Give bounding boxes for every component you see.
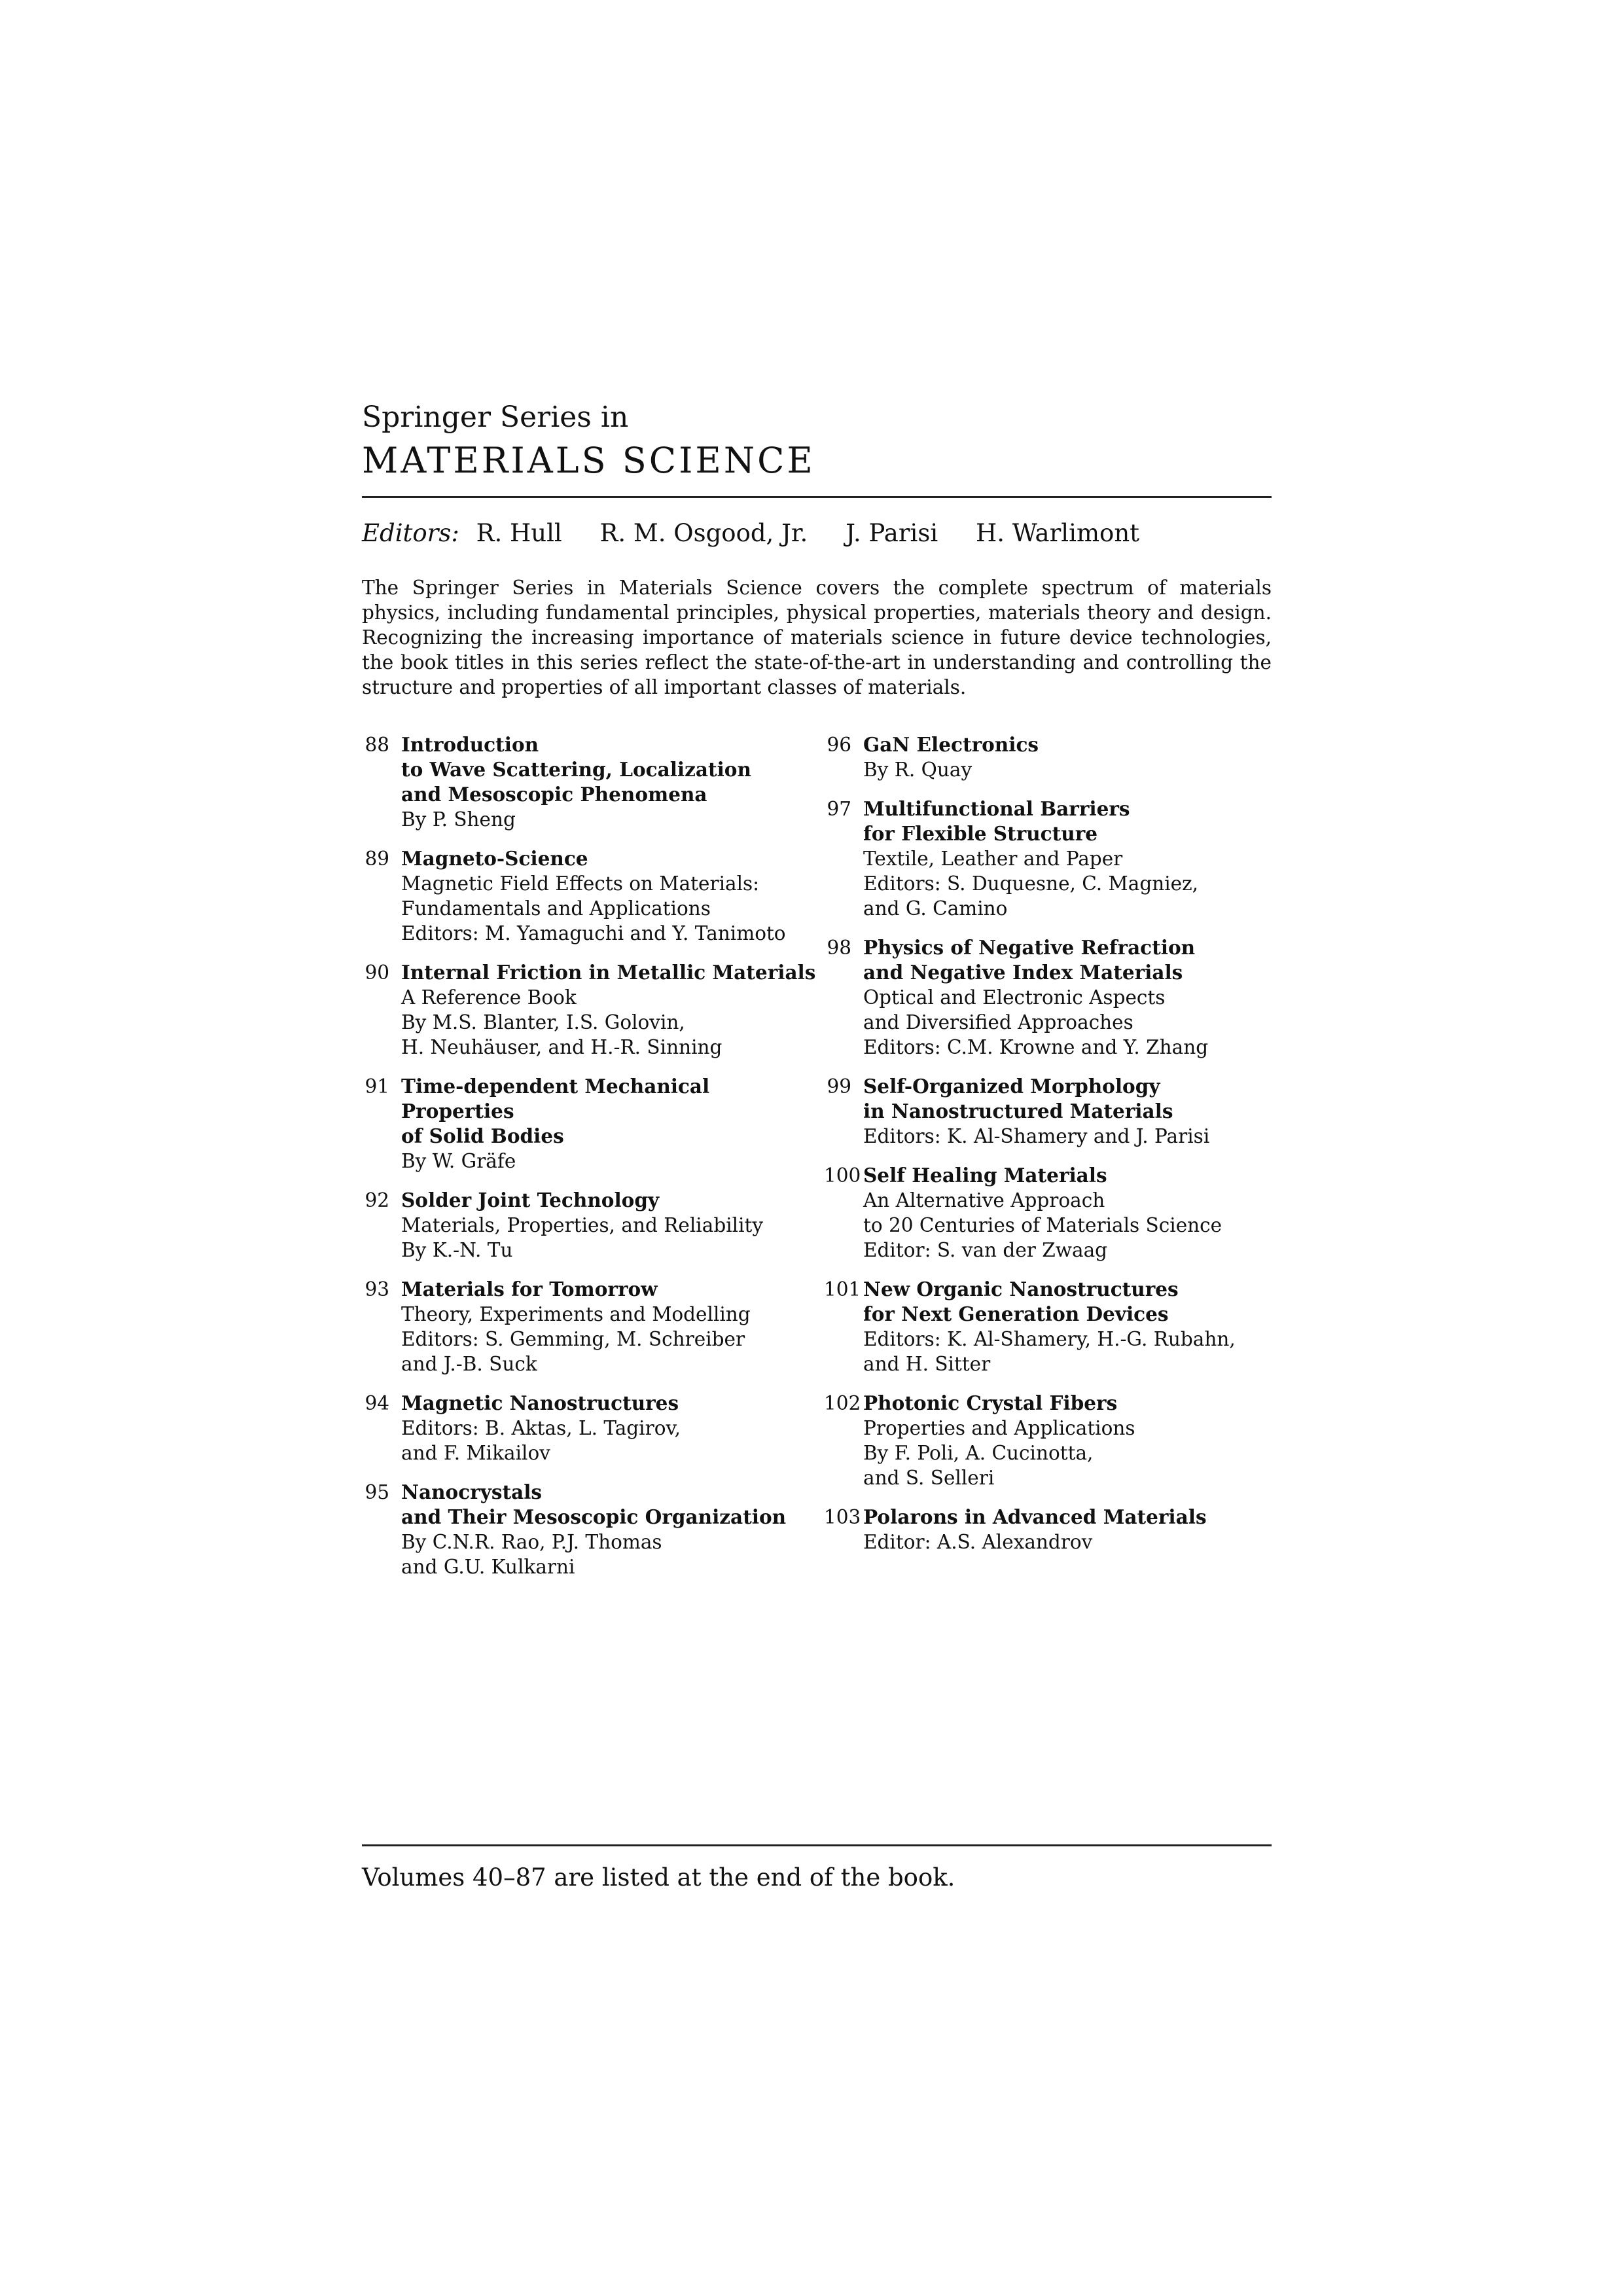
volume-entry xyxy=(824,1391,1272,1490)
volume-title: Polarons in Advanced Materials xyxy=(863,1505,1207,1528)
volume-detail: Editor: S. van der Zwaag xyxy=(863,1239,1108,1261)
volume-title: Photonic Crystal Fibers xyxy=(863,1391,1118,1414)
volume-number: 103 xyxy=(824,1506,861,1528)
volume-detail: and F. Mikailov xyxy=(401,1442,550,1464)
volume-list xyxy=(362,732,1272,1578)
series-page xyxy=(362,398,1272,1578)
volume-number: 96 xyxy=(827,734,851,756)
volume-entry xyxy=(824,1163,1272,1263)
volume-number: 99 xyxy=(827,1075,851,1098)
volume-title: to Wave Scattering, Localization xyxy=(401,758,751,781)
volume-detail: Optical and Electronic Aspects xyxy=(863,986,1166,1009)
volume-detail: and G.U. Kulkarni xyxy=(401,1556,575,1578)
volume-detail: Properties and Applications xyxy=(863,1417,1135,1439)
editor-name: R. M. Osgood, Jr. xyxy=(599,519,808,547)
volume-detail: Editors: M. Yamaguchi and Y. Tanimoto xyxy=(401,922,786,944)
volume-detail: and S. Selleri xyxy=(863,1467,995,1489)
volume-entry xyxy=(824,1277,1272,1376)
volume-title: and Their Mesoscopic Organization xyxy=(401,1505,787,1528)
volume-title: Internal Friction in Metallic Materials xyxy=(401,961,816,984)
volume-title: Materials for Tomorrow xyxy=(401,1278,658,1300)
volume-title: for Flexible Structure xyxy=(863,822,1098,845)
volume-title: Time-dependent Mechanical Properties xyxy=(401,1075,710,1122)
volume-number: 97 xyxy=(827,798,851,820)
volume-detail: to 20 Centuries of Materials Science xyxy=(863,1214,1222,1236)
volume-number: 102 xyxy=(824,1392,861,1414)
footer-note: Volumes 40–87 are listed at the end of the book. xyxy=(362,1863,955,1892)
volume-detail: By K.-N. Tu xyxy=(401,1239,513,1261)
volume-number: 90 xyxy=(365,961,389,984)
volume-detail: Fundamentals and Applications xyxy=(401,897,711,920)
volume-number: 94 xyxy=(365,1392,389,1414)
volume-number: 100 xyxy=(824,1164,861,1187)
volume-title: for Next Generation Devices xyxy=(863,1302,1169,1325)
volume-number: 88 xyxy=(365,734,389,756)
volume-entry xyxy=(362,960,820,1060)
volume-detail: and G. Camino xyxy=(863,897,1008,920)
volume-detail: By M.S. Blanter, I.S. Golovin, xyxy=(401,1011,685,1033)
editor-name: J. Parisi xyxy=(846,519,938,547)
volume-detail: Editor: A.S. Alexandrov xyxy=(863,1531,1093,1553)
volume-title: Nanocrystals xyxy=(401,1480,543,1503)
volume-entry xyxy=(362,1480,820,1579)
volume-title: Magneto-Science xyxy=(401,847,588,870)
volume-detail: Editors: K. Al-Shamery and J. Parisi xyxy=(863,1125,1210,1147)
series-prefix: Springer Series in xyxy=(362,401,629,434)
editors-label: Editors: xyxy=(362,519,459,547)
volume-detail: By C.N.R. Rao, P.J. Thomas xyxy=(401,1531,662,1553)
volume-detail: and H. Sitter xyxy=(863,1353,991,1375)
volume-title: Self Healing Materials xyxy=(863,1164,1107,1187)
volume-entry xyxy=(362,1277,820,1376)
volume-detail: By W. Gräfe xyxy=(401,1150,516,1172)
volume-detail: A Reference Book xyxy=(401,986,577,1009)
editor-name: R. Hull xyxy=(476,519,562,547)
editors-line xyxy=(362,516,1272,550)
volume-detail: An Alternative Approach xyxy=(863,1189,1105,1211)
volume-detail: Magnetic Field Effects on Materials: xyxy=(401,872,760,895)
volume-list-right-column xyxy=(824,732,1272,1569)
volume-entry xyxy=(362,1391,820,1465)
volume-detail: Editors: K. Al-Shamery, H.-G. Rubahn, xyxy=(863,1328,1236,1350)
editor-name: H. Warlimont xyxy=(975,519,1140,547)
series-description: The Springer Series in Materials Science covers the complete spectrum of materials physics, including fundamental principles, physical properties, materials theory and design. Recognizing the increasing importance of materials science in future device technologies, the book titles in this series reflect the state-of-the-art in understanding and controlling the structure and properties of all important classes of materials. xyxy=(362,577,1272,698)
volume-number: 101 xyxy=(824,1278,861,1300)
volume-detail: H. Neuhäuser, and H.-R. Sinning xyxy=(401,1036,722,1058)
volume-title: Multifunctional Barriers xyxy=(863,797,1130,820)
volume-entry xyxy=(824,1074,1272,1149)
series-title: MATERIALS SCIENCE xyxy=(362,440,815,481)
volume-title: and Negative Index Materials xyxy=(863,961,1183,984)
volume-detail: and J.-B. Suck xyxy=(401,1353,537,1375)
volume-detail: By R. Quay xyxy=(863,759,972,781)
volume-entry xyxy=(362,1188,820,1263)
footer-rule xyxy=(362,1844,1272,1846)
volume-title: in Nanostructured Materials xyxy=(863,1100,1173,1122)
volume-detail: Materials, Properties, and Reliability xyxy=(401,1214,764,1236)
volume-title: New Organic Nanostructures xyxy=(863,1278,1179,1300)
volume-detail: Textile, Leather and Paper xyxy=(863,848,1123,870)
volume-number: 91 xyxy=(365,1075,389,1098)
volume-number: 98 xyxy=(827,937,851,959)
volume-title: Solder Joint Technology xyxy=(401,1189,660,1211)
volume-list-left-column xyxy=(362,732,820,1594)
volume-number: 95 xyxy=(365,1481,389,1503)
header-rule xyxy=(362,496,1272,498)
volume-detail: Editors: S. Gemming, M. Schreiber xyxy=(401,1328,745,1350)
volume-entry xyxy=(362,732,820,832)
volume-entry xyxy=(824,935,1272,1060)
volume-number: 93 xyxy=(365,1278,389,1300)
volume-detail: By P. Sheng xyxy=(401,808,516,831)
volume-detail: and Diversified Approaches xyxy=(863,1011,1133,1033)
volume-entry xyxy=(824,732,1272,782)
footer xyxy=(362,1833,1272,1895)
volume-entry xyxy=(824,1505,1272,1554)
volume-detail: Editors: S. Duquesne, C. Magniez, xyxy=(863,872,1199,895)
volume-entry xyxy=(362,846,820,946)
volume-title: GaN Electronics xyxy=(863,733,1039,756)
volume-detail: By F. Poli, A. Cucinotta, xyxy=(863,1442,1094,1464)
volume-title: and Mesoscopic Phenomena xyxy=(401,783,707,806)
volume-detail: Editors: C.M. Krowne and Y. Zhang xyxy=(863,1036,1209,1058)
volume-number: 89 xyxy=(365,848,389,870)
volume-detail: Theory, Experiments and Modelling xyxy=(401,1303,751,1325)
volume-title: Introduction xyxy=(401,733,539,756)
volume-title: Physics of Negative Refraction xyxy=(863,936,1196,959)
volume-detail: Editors: B. Aktas, L. Tagirov, xyxy=(401,1417,681,1439)
volume-title: Magnetic Nanostructures xyxy=(401,1391,679,1414)
volume-number: 92 xyxy=(365,1189,389,1211)
volume-title: of Solid Bodies xyxy=(401,1124,564,1147)
volume-entry xyxy=(824,797,1272,921)
volume-entry xyxy=(362,1074,820,1174)
volume-title: Self-Organized Morphology xyxy=(863,1075,1160,1098)
